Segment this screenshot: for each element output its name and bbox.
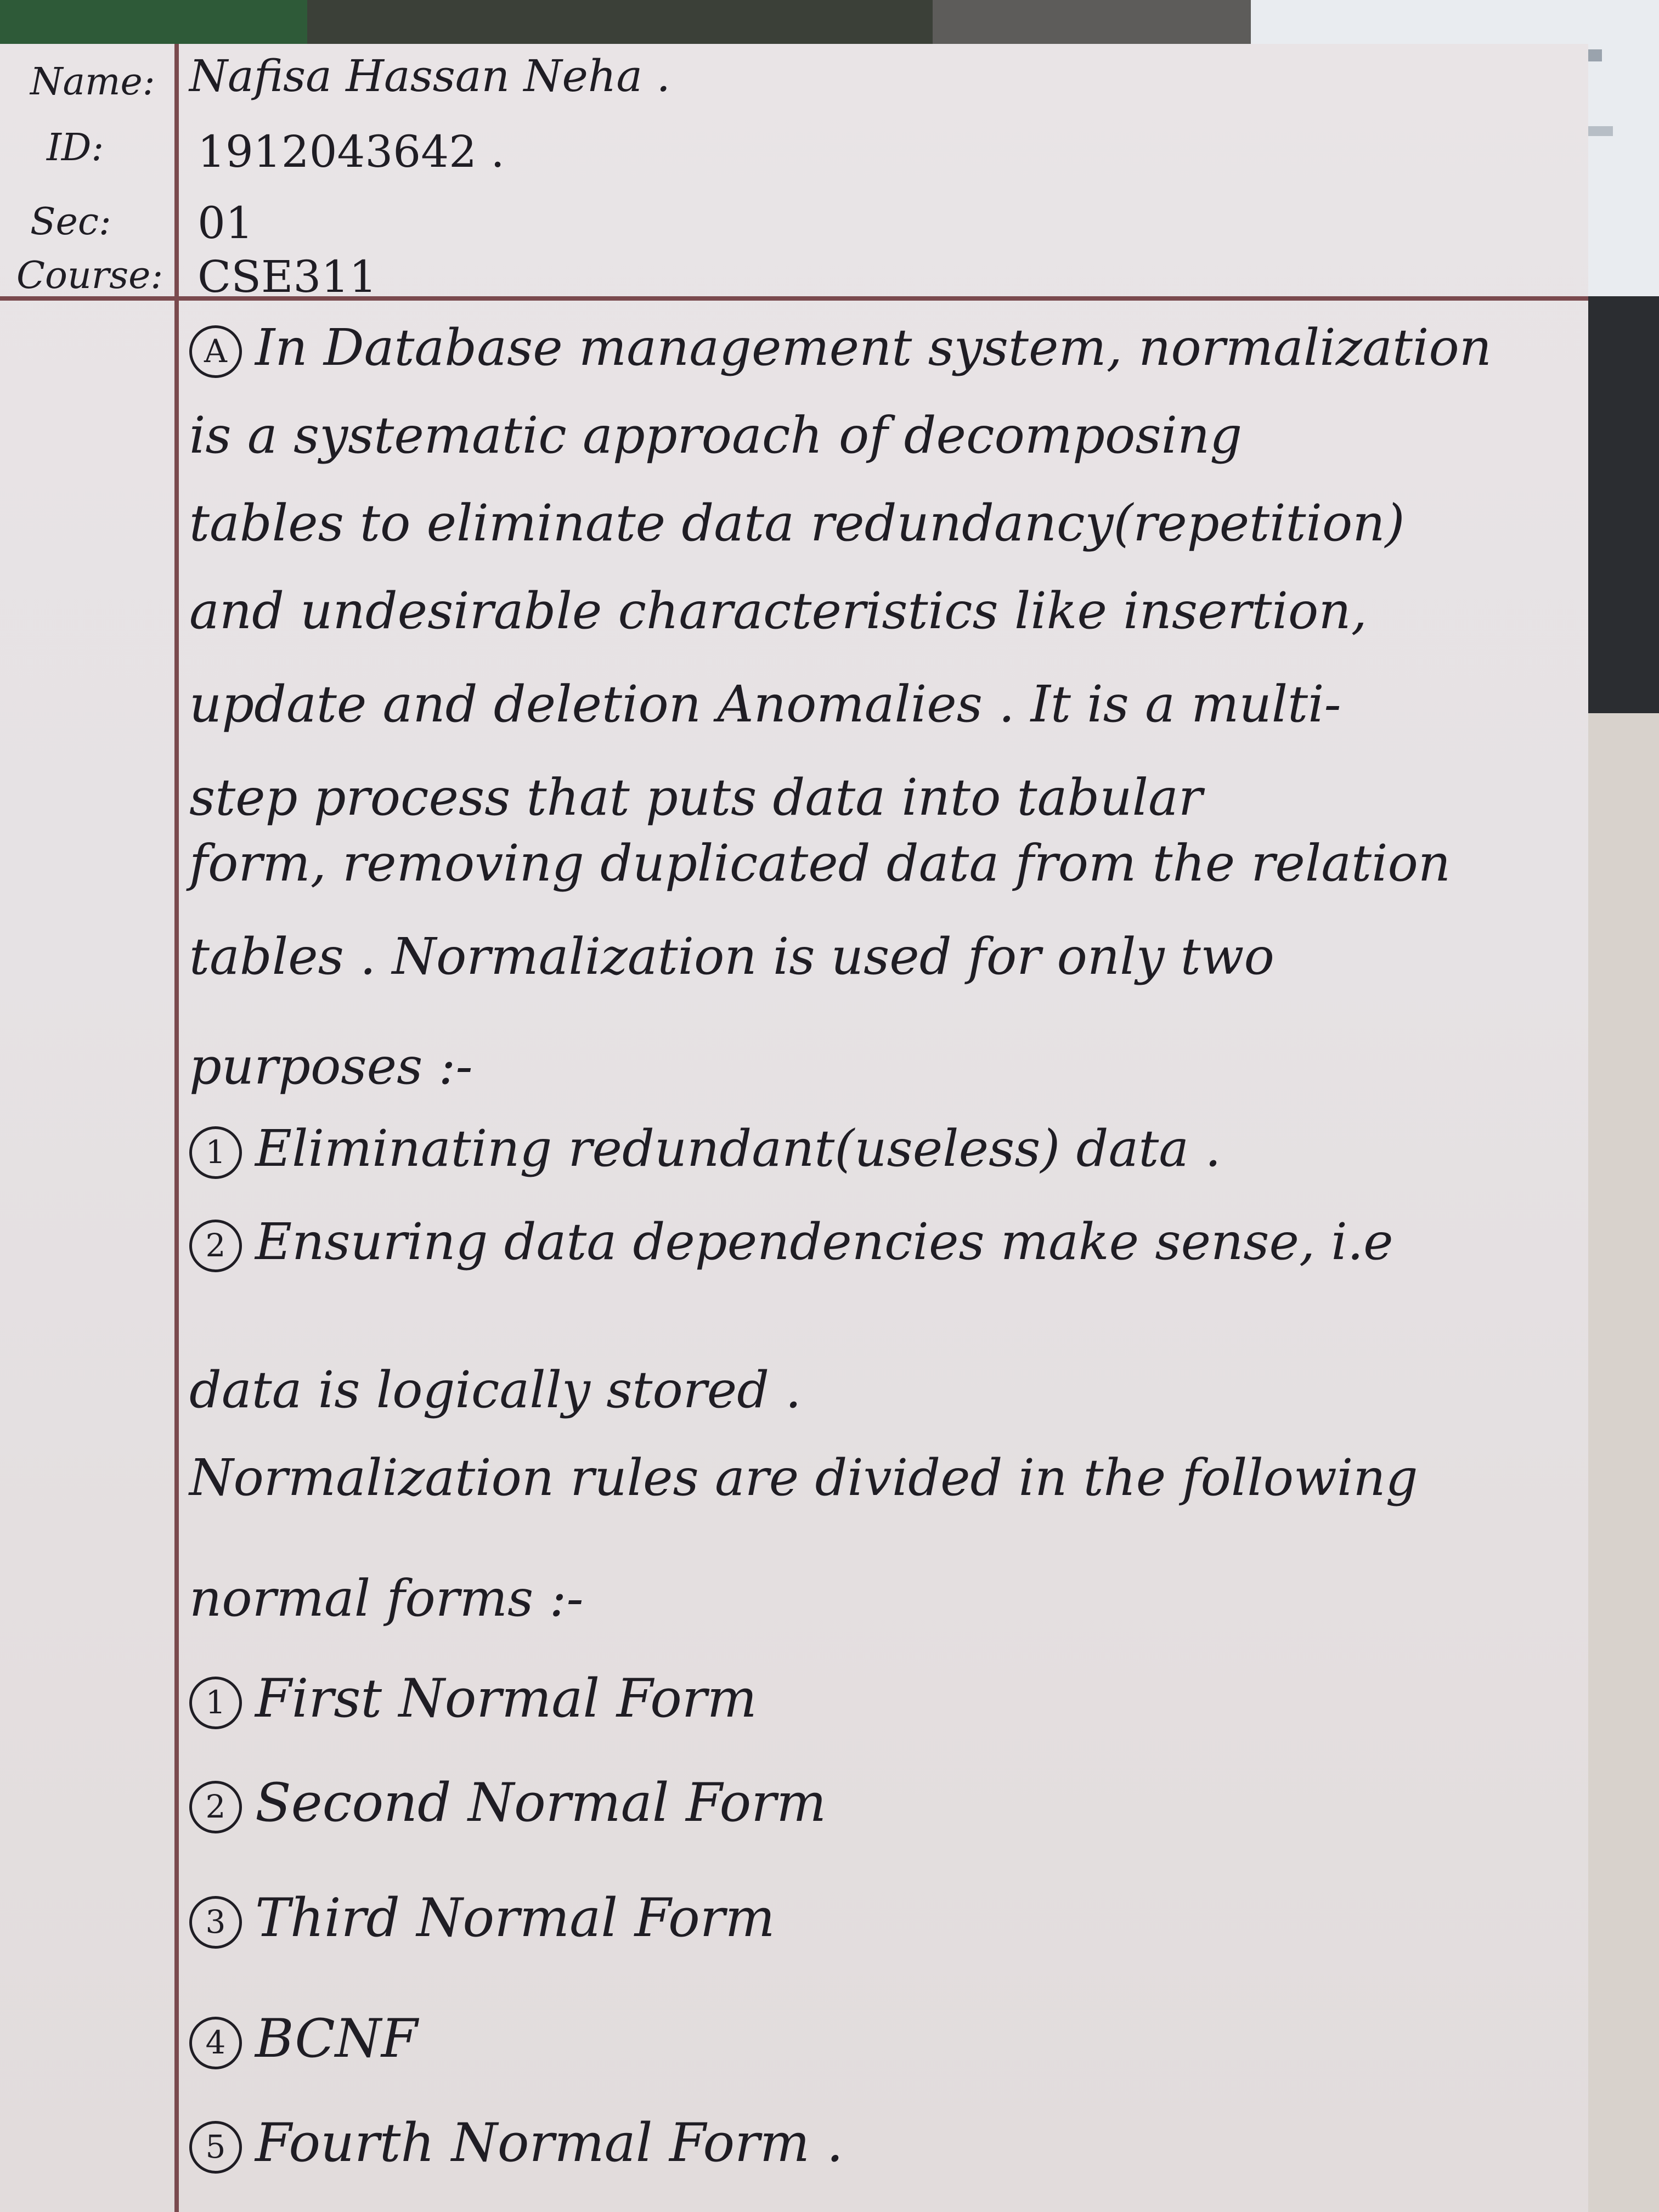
course-value: CSE311 [198, 251, 377, 302]
answer-line: is a systematic approach of decomposing [189, 406, 1243, 465]
normal-form-item [189, 1668, 757, 1729]
form-text: BCNF [255, 2008, 418, 2069]
form-text: First Normal Form [255, 1668, 757, 1729]
answer-line: tables to eliminate data redundancy(repetition) [189, 494, 1405, 552]
normal-form-item [189, 1772, 826, 1833]
answer-line: tables . Normalization is used for only two [189, 927, 1274, 986]
id-value: 1912043642 . [198, 126, 505, 177]
form-number: 2 [189, 1781, 242, 1833]
answer-line: update and deletion Anomalies . It is a multi- [189, 675, 1341, 733]
rules-line: Normalization rules are divided in the following [189, 1448, 1418, 1507]
answer-line: form, removing duplicated data from the relation [189, 834, 1451, 893]
answer-sheet [0, 44, 1588, 2212]
sec-label: Sec: [30, 200, 111, 244]
course-label: Course: [16, 254, 163, 297]
purpose-continuation: data is logically stored . [189, 1361, 802, 1419]
purpose-number: 2 [189, 1220, 242, 1272]
purpose-text: Ensuring data dependencies make sense, i.e [255, 1212, 1393, 1271]
answer-line: step process that puts data into tabular [189, 768, 1203, 827]
margin-line [174, 44, 179, 2212]
purpose-number: 1 [189, 1126, 242, 1179]
form-number: 1 [189, 1677, 242, 1729]
form-text: Third Normal Form [255, 1887, 775, 1949]
answer-line: and undesirable characteristics like insertion, [189, 582, 1367, 640]
purpose-item [189, 1119, 1221, 1179]
answer-line [189, 318, 1492, 378]
normal-form-item [189, 2008, 417, 2069]
background-paper-stack [1585, 713, 1659, 2212]
form-text: Fourth Normal Form . [255, 2112, 844, 2174]
id-label: ID: [47, 126, 104, 170]
sec-value: 01 [198, 198, 253, 249]
form-number: 4 [189, 2017, 242, 2069]
normal-form-item [189, 1887, 775, 1949]
form-text: Second Normal Form [255, 1772, 827, 1833]
purpose-text: Eliminating redundant(useless) data . [255, 1119, 1221, 1178]
form-number: 5 [189, 2121, 242, 2174]
name-label: Name: [30, 60, 155, 104]
name-value: Nafisa Hassan Neha . [189, 50, 670, 101]
answer-line: purposes :- [189, 1037, 473, 1096]
rules-line: normal forms :- [189, 1569, 584, 1628]
answer-text: In Database management system, normalization [255, 318, 1492, 377]
normal-form-item [189, 2112, 843, 2174]
question-marker: A [189, 325, 242, 378]
form-number: 3 [189, 1896, 242, 1949]
purpose-item [189, 1212, 1393, 1272]
